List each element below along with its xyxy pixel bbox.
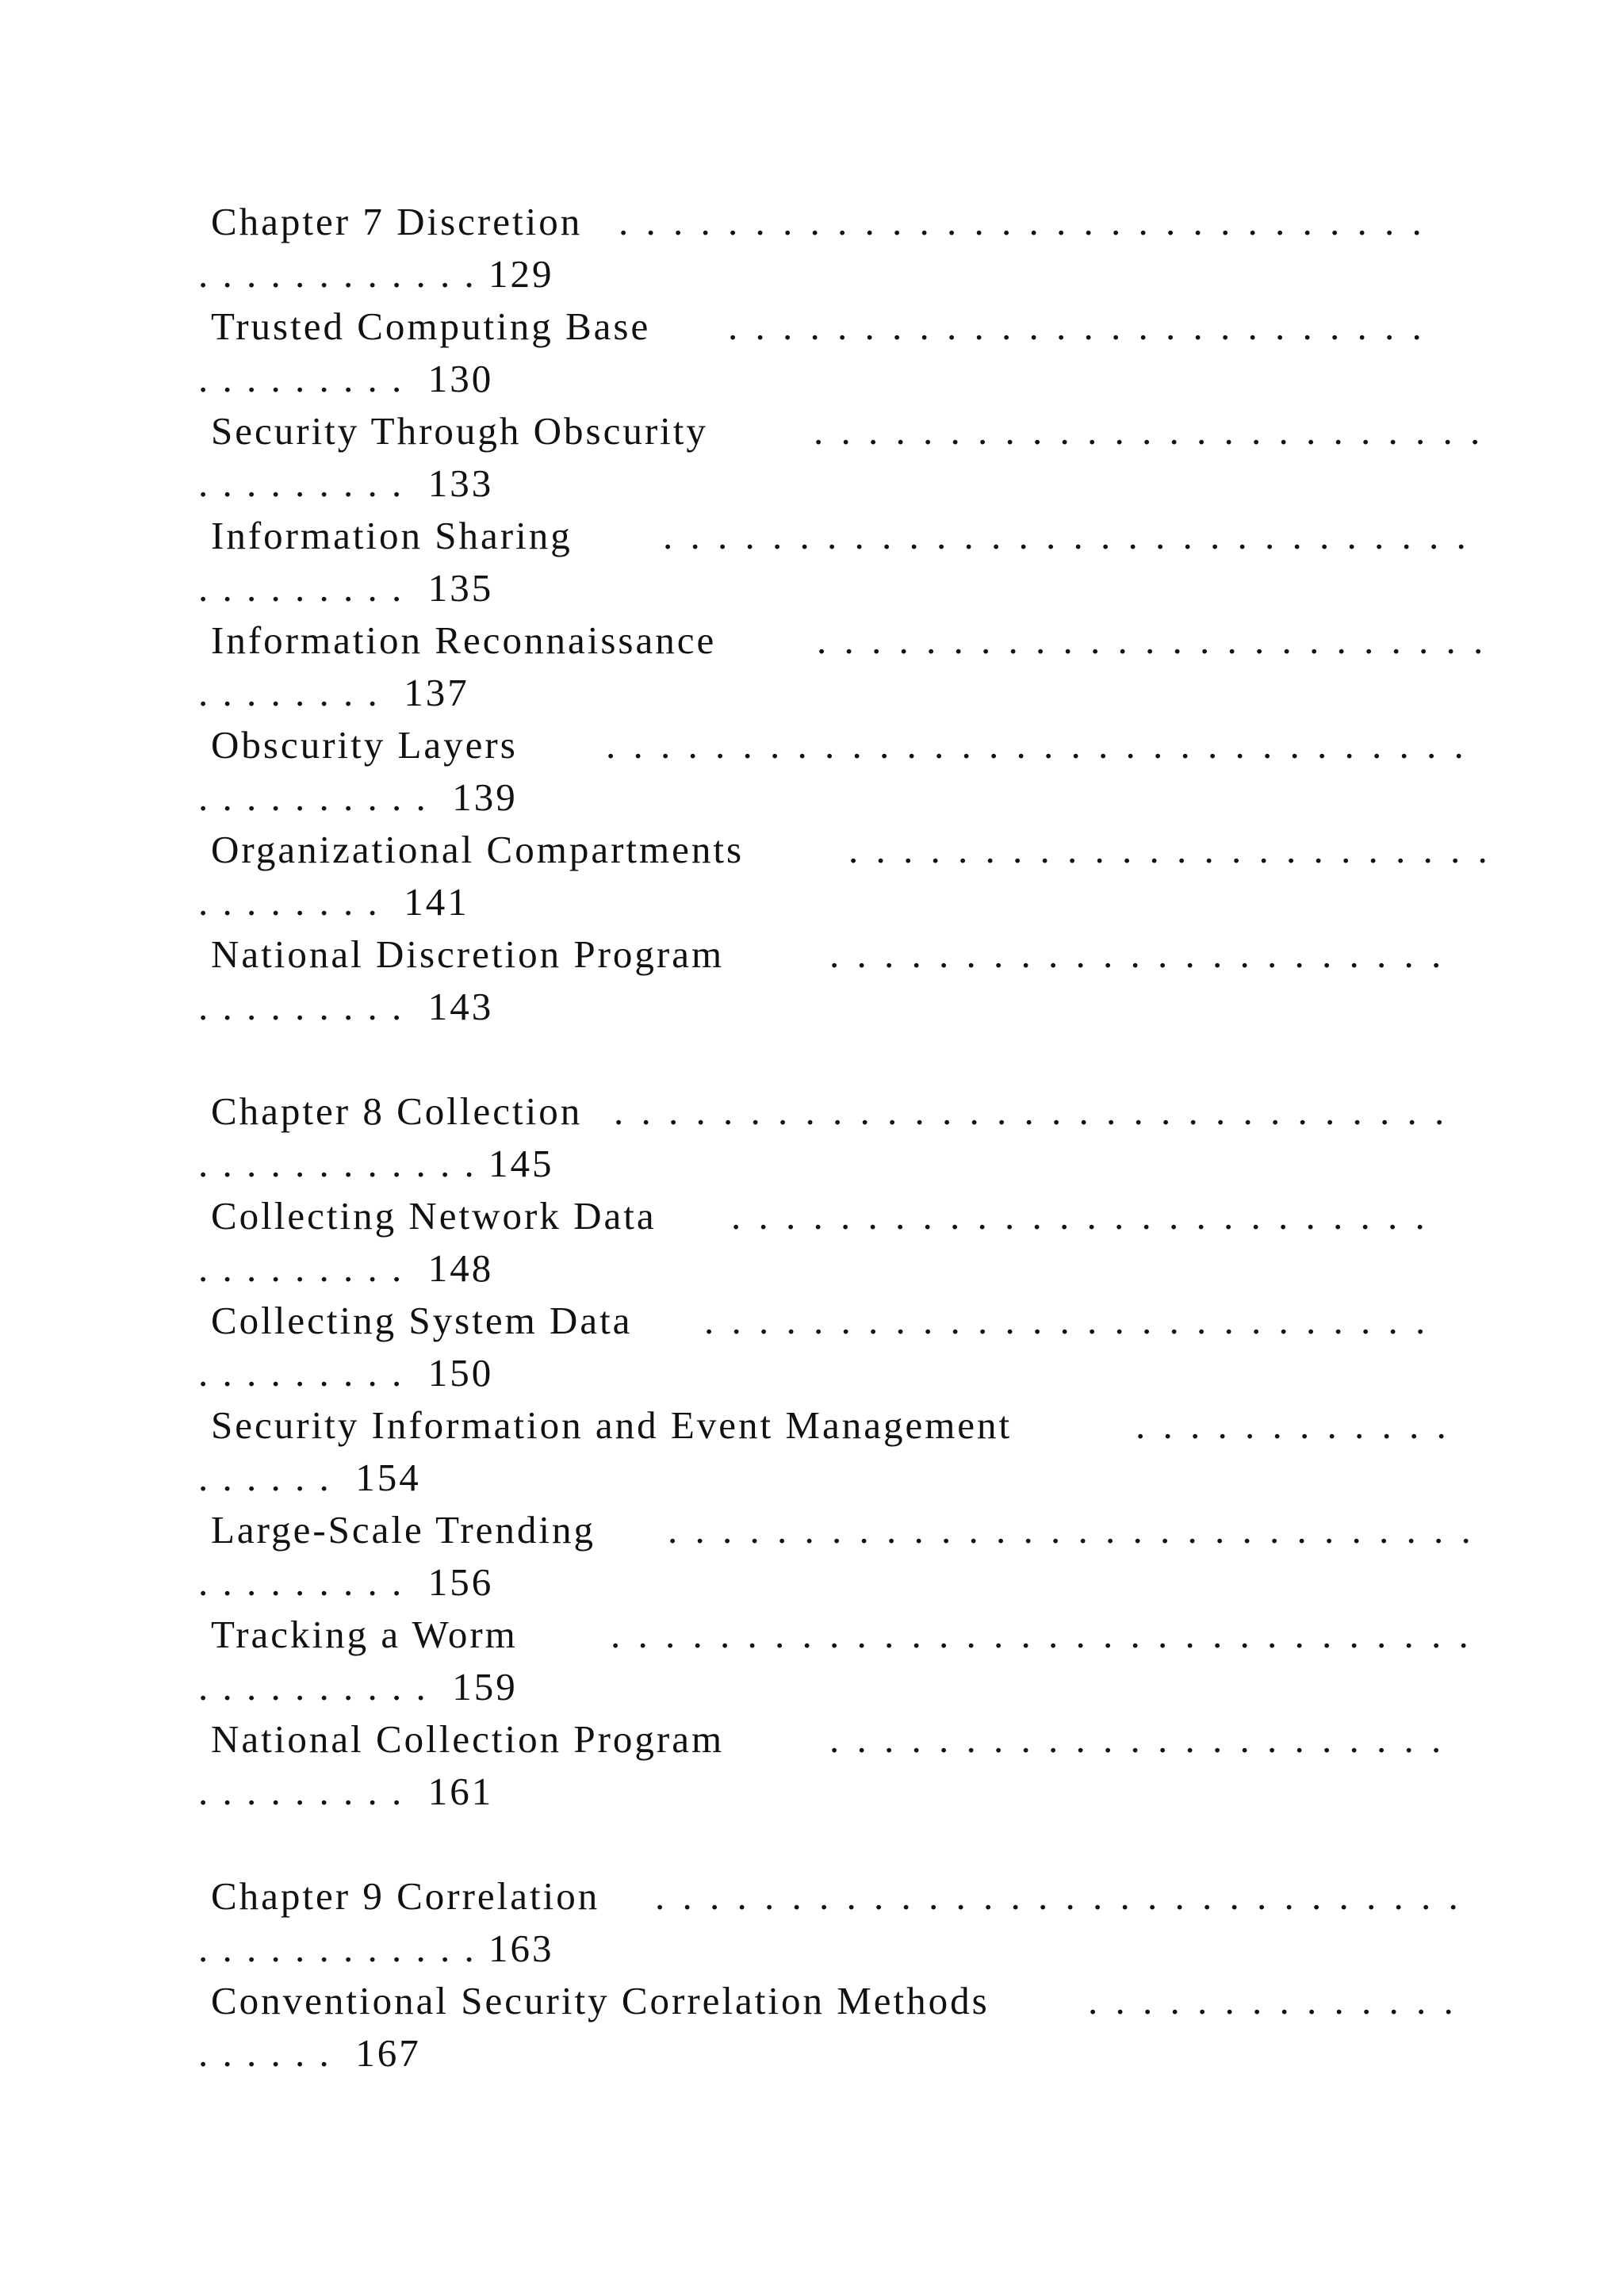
toc-entry-chapter-7-page: . . . . . . . . . . . . 129 (198, 252, 554, 296)
toc-entry-organizational-compartments-page: . . . . . . . . 141 (198, 880, 469, 924)
toc-entry-trusted-computing-base-leader: . . . . . . . . . . . . . . . . . . . . . . . . . . (728, 304, 1424, 348)
toc-entry-chapter-8-page: . . . . . . . . . . . . 145 (198, 1142, 554, 1185)
toc-entry-large-scale-trending-page: . . . . . . . . . 156 (198, 1560, 494, 1604)
toc-entry-tracking-a-worm-page: . . . . . . . . . . 159 (198, 1665, 518, 1709)
toc-entry-conventional-security-correlation-methods-page: . . . . . . 167 (198, 2031, 421, 2075)
toc-entry-security-through-obscurity-page: . . . . . . . . . 133 (198, 461, 494, 505)
toc-entry-conventional-security-correlation-methods-leader: . . . . . . . . . . . . . . (1088, 1979, 1456, 2022)
toc-entry-trusted-computing-base-title: Trusted Computing Base (211, 304, 651, 348)
toc-entry-siem-page: . . . . . . 154 (198, 1456, 421, 1499)
toc-entry-information-sharing-page: . . . . . . . . . 135 (198, 566, 494, 610)
toc-entry-national-collection-program-page: . . . . . . . . . 161 (198, 1770, 494, 1813)
toc-entry-trusted-computing-base-page: . . . . . . . . . 130 (198, 357, 494, 400)
toc-entry-information-reconnaissance-leader: . . . . . . . . . . . . . . . . . . . . . . . . . (817, 618, 1486, 662)
toc-entry-information-reconnaissance-page: . . . . . . . . 137 (198, 671, 469, 714)
toc-entry-siem-title: Security Information and Event Management (211, 1403, 1013, 1447)
toc-entry-conventional-security-correlation-methods-title: Conventional Security Correlation Methods (211, 1979, 990, 2022)
toc-entry-information-reconnaissance-title: Information Reconnaissance (211, 618, 717, 662)
toc-entry-national-discretion-program-title: National Discretion Program (211, 932, 725, 976)
toc-entry-national-collection-program-title: National Collection Program (211, 1717, 725, 1761)
toc-entry-national-discretion-program-leader: . . . . . . . . . . . . . . . . . . . . . . . (829, 932, 1444, 976)
toc-entry-collecting-system-data-leader: . . . . . . . . . . . . . . . . . . . . . . . . . . . (704, 1299, 1428, 1342)
toc-entry-information-sharing-leader: . . . . . . . . . . . . . . . . . . . . . . . . . . . . . . (663, 514, 1469, 557)
toc-entry-tracking-a-worm-title: Tracking a Worm (211, 1613, 518, 1656)
toc-entry-security-through-obscurity-leader: . . . . . . . . . . . . . . . . . . . . . . . . . (814, 409, 1483, 453)
toc-entry-chapter-7-leader: . . . . . . . . . . . . . . . . . . . . . . . . . . . . . . (619, 200, 1424, 243)
toc-entry-security-through-obscurity-title: Security Through Obscurity (211, 409, 708, 453)
toc-entry-collecting-network-data-page: . . . . . . . . . 148 (198, 1246, 494, 1290)
toc-entry-obscurity-layers-title: Obscurity Layers (211, 723, 518, 767)
toc-entry-chapter-9-page: . . . . . . . . . . . . 163 (198, 1927, 554, 1970)
toc-entry-chapter-7-title (211, 198, 582, 246)
toc-entry-chapter-8-leader: . . . . . . . . . . . . . . . . . . . . . . . . . . . . . . . (614, 1089, 1447, 1133)
toc-entry-organizational-compartments-leader: . . . . . . . . . . . . . . . . . . . . . . . . (848, 828, 1490, 871)
entry-title-text: Chapter 7 Discretion (211, 200, 583, 243)
toc-entry-organizational-compartments-title: Organizational Compartments (211, 828, 745, 871)
toc-entry-chapter-9-title: Chapter 9 Correlation (211, 1874, 600, 1918)
toc-entry-large-scale-trending-title: Large-Scale Trending (211, 1508, 596, 1552)
toc-entry-collecting-system-data-page: . . . . . . . . . 150 (198, 1351, 494, 1395)
toc-entry-siem-leader: . . . . . . . . . . . . (1136, 1403, 1449, 1447)
toc-entry-obscurity-layers-page: . . . . . . . . . . 139 (198, 775, 518, 819)
toc-entry-collecting-network-data-title: Collecting Network Data (211, 1194, 657, 1238)
toc-entry-information-sharing-title: Information Sharing (211, 514, 573, 557)
toc-entry-tracking-a-worm-leader: . . . . . . . . . . . . . . . . . . . . . . . . . . . . . . . . (611, 1613, 1471, 1656)
toc-entry-collecting-network-data-leader: . . . . . . . . . . . . . . . . . . . . . . . . . . (731, 1194, 1427, 1238)
toc-entry-chapter-9-leader: . . . . . . . . . . . . . . . . . . . . . . . . . . . . . . (655, 1874, 1461, 1918)
toc-entry-national-collection-program-leader: . . . . . . . . . . . . . . . . . . . . . . . (829, 1717, 1444, 1761)
toc-entry-national-discretion-program-page: . . . . . . . . . 143 (198, 985, 494, 1028)
toc-entry-large-scale-trending-leader: . . . . . . . . . . . . . . . . . . . . . . . . . . . . . . (668, 1508, 1473, 1552)
toc-entry-collecting-system-data-title: Collecting System Data (211, 1299, 633, 1342)
toc-entry-chapter-8-title: Chapter 8 Collection (211, 1089, 583, 1133)
toc-entry-obscurity-layers-leader: . . . . . . . . . . . . . . . . . . . . . . . . . . . . . . . . (606, 723, 1466, 767)
